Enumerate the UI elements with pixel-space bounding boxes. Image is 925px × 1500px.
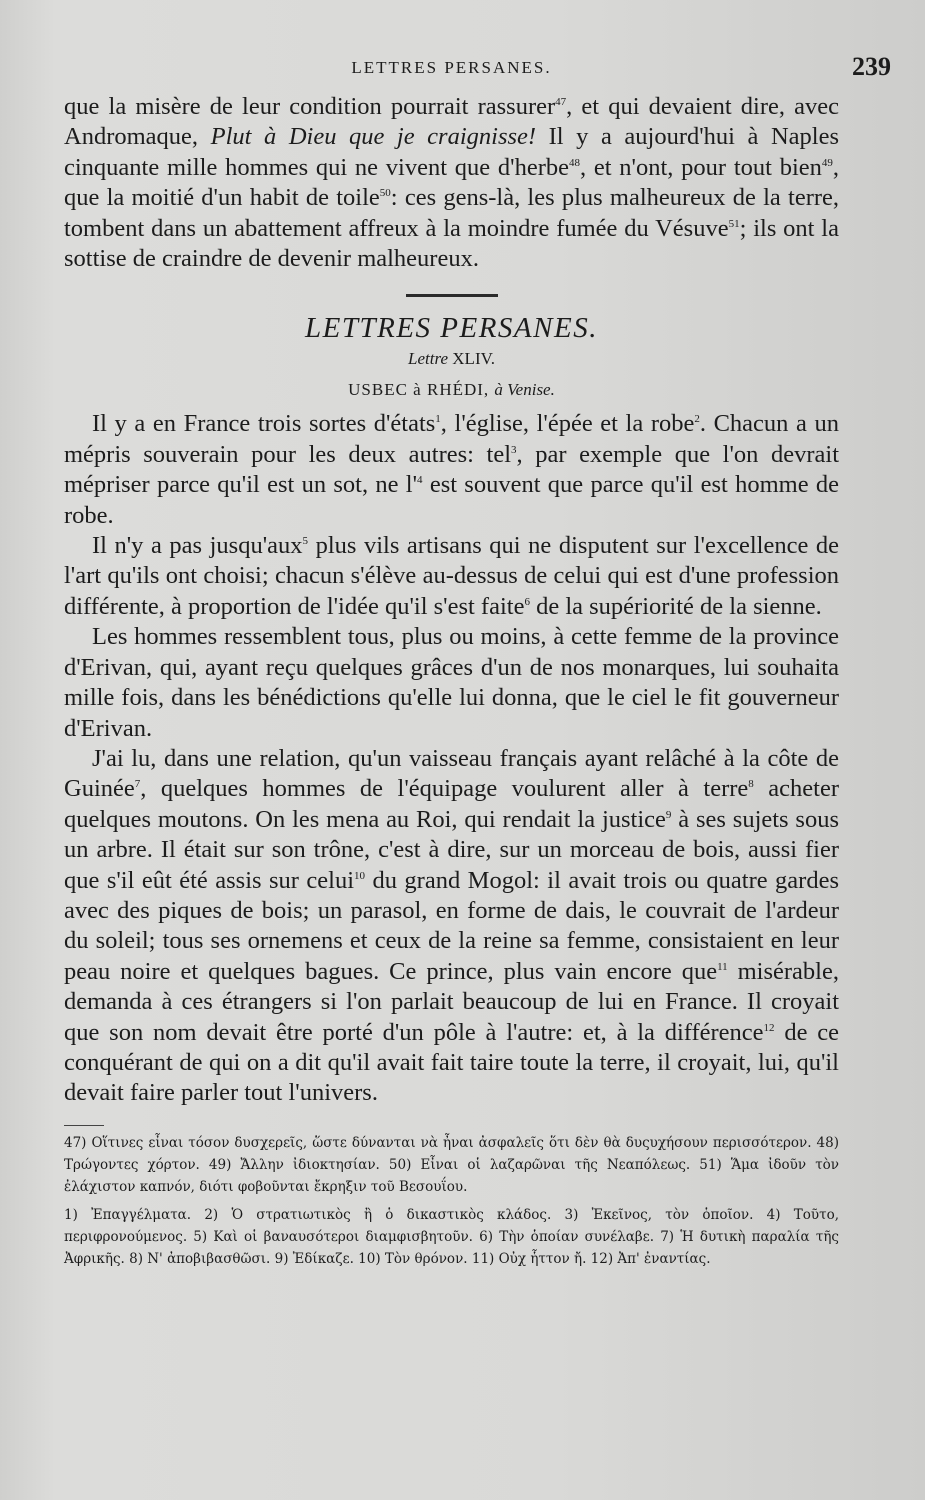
note-ref: 51: [728, 217, 740, 230]
note-ref: 50: [379, 187, 391, 200]
quotation: Plut à Dieu que je craignisse!: [210, 123, 537, 151]
footnotes-group-1: 47) Οἵτινες εἶναι τόσον δυσχερεῖς, ὥστε δύνανται νὰ ἦναι ἀσφαλεῖς ὅτι δὲν θὰ δυςυχήσουν περισσότερον. 48) Τρώγοντες χόρτον. 49) Ἄλλην ἰδιοκτησίαν. 50) Εἶναι οἱ λαζαρῶναι τῆς Νεαπόλεως. 51) Ἅμα ἰδοῦν τὸν ἐλάχιστον καπνόν, διότι φοβοῦνται ἔκρηξιν τοῦ Βεσουΐου.: [64, 1134, 839, 1195]
running-title: LETTRES PERSANES.: [351, 58, 552, 77]
note-ref: 5: [302, 534, 309, 547]
footnotes-group-2: 1) Ἐπαγγέλματα. 2) Ὁ στρατιωτικὸς ἢ ὁ δικαστικὸς κλάδος. 3) Ἐκεῖνος, τὸν ὁποῖον. 4) Τοῦτο, περιφρονούμενος. 5) Καὶ οἱ βαναυσότεροι διαμφισβητοῦν. 6) Τὴν ὁποίαν συνέλαβε. 7) Ἡ δυτικὴ παραλία τῆς Ἀφρικῆς. 8) Ν' ἀποβιβασθῶσι. 9) Ἐδίκαζε. 10) Τὸν θρόνον. 11) Οὐχ ἧττον ἤ. 12) Ἀπ' ἐναντίας.: [64, 1206, 839, 1267]
note-ref: 4: [417, 474, 423, 487]
footnotes: [64, 1132, 839, 1270]
note-ref: 2: [694, 413, 700, 426]
note-ref: 9: [665, 808, 672, 821]
intro-paragraph: que la misère de leur condition pourrait rassurer$^{47}$, et qui devaient dire, avec Andromaque, Plut à Dieu que je craignisse! Il y a aujourd'hui à Naples cinquante mille hommes qui ne vivent que d'herbe$^{48}$, et n'ont, pour tout bien$^{49}$, que la moitié d'un habit de toile$^{50}$: ces gens-là, les plus malheureux de la terre, tombent dans un abattement affreux à la moindre fumée du Vésuve$^{51}$; ils ont la sottise de craindre de devenir malheureux.: [64, 93, 840, 273]
paragraph-4: J'ai lu, dans une relation, qu'un vaisseau français ayant relâché à la côte de Guinée$^7$, quelques hommes de l'équipage voulurent aller à terre$^8$ acheter quelques moutons. On les mena au Roi, qui rendait la justice$^9$ à ses sujets sous un arbre. Il était sur son trône, c'est à dire, sur un morceau de bois, aussi fier que s'il eût été assis sur celui$^{10}$ du grand Mogol: il avait trois ou quatre gardes avec des piques de bois; un parasol, en forme de dais, le couvrait de l'ardeur du soleil; tous ses ornemens et ceux de la reine sa femme, consistaient en leur peau noire et quelques bagues. Ce prince, plus vain encore que$^{11}$ misérable, demanda à ces étrangers si l'on parlait beaucoup de lui en France. Il croyait que son nom devait être porté d'un pôle à l'autre: et, à la différence$^{12}$ de ce conquérant de qui on a dit qu'il avait fait taire toute la terre, il croyait, lui, qu'il devait faire parler tout l'univers.: [64, 744, 840, 1107]
letter-number: Lettre XLIV.: [408, 349, 495, 369]
note-ref: 3: [511, 443, 517, 456]
paragraph-3: Les hommes ressemblent tous, plus ou moins, à cette femme de la province d'Erivan, qui, ayant reçu quelques grâces d'un de nos monarques, lui souhaita mille fois, dans les bénédictions qu'elle lui donna, que le ciel le fit gouverneur d'Erivan.: [64, 623, 839, 742]
page-number: 239: [852, 52, 891, 81]
paragraph-2: Il n'y a pas jusqu'aux$^5$ plus vils artisans qui ne disputent sur l'excellence de l'art qu'ils ont choisi; chacun s'élève au-dessus de celui qui est d'une profession différente, à proportion de l'idée qu'il s'est faite$^6$ de la supériorité de la sienne.: [64, 532, 839, 620]
paragraph-1: Il y a en France trois sortes d'états$^1$, l'église, l'épée et la robe$^2$. Chacun a un mépris souverain pour les deux autres: tel$^3$, par exemple que l'on devrait mépriser parce qu'il est un sot, ne $l'^4$ est souvent que parce qu'il est homme de robe.: [64, 410, 839, 529]
letter-title: LETTRES PERSANES.: [305, 312, 598, 345]
running-head: [64, 52, 891, 92]
section-divider: [406, 294, 498, 297]
note-ref: 7: [134, 778, 141, 791]
note-ref: 8: [748, 778, 754, 791]
note-ref: 49: [821, 156, 833, 169]
note-ref: 6: [524, 595, 530, 608]
letter-address: USBEC à RHÉDI, à Venise.: [348, 380, 555, 400]
note-ref: 12: [763, 1021, 775, 1034]
note-ref: 11: [717, 960, 728, 973]
note-ref: 10: [354, 869, 366, 882]
note-ref: 47: [555, 95, 567, 108]
note-ref: 48: [569, 156, 580, 169]
note-ref: 1: [435, 413, 441, 426]
footnote-separator: [64, 1125, 104, 1126]
